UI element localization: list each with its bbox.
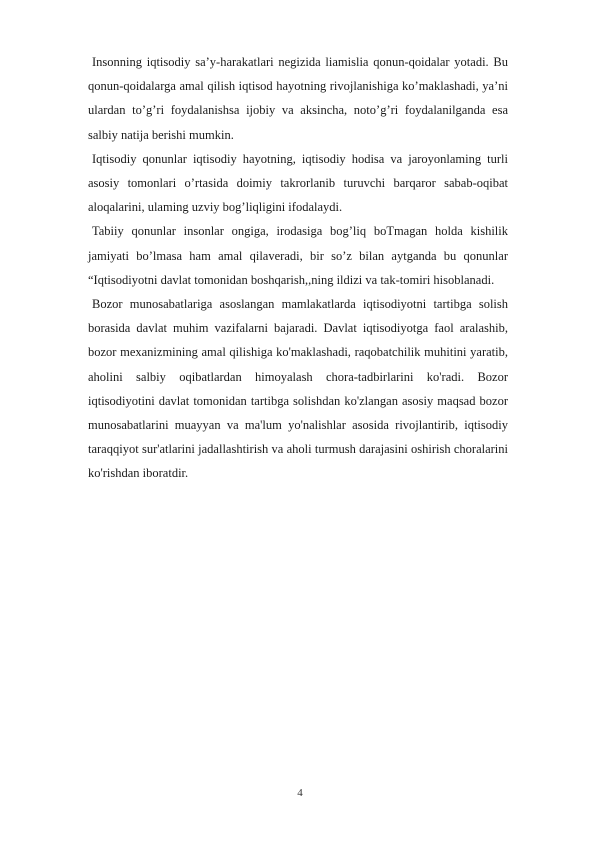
paragraph-2: Iqtisodiy qonunlar iqtisodiy hayotning, iqtisodiy hodisa va jaroyonlaming turli asosiy tomonlari o’rtasida doimiy takrorlanib turuvchi barqaror sabab-oqibat aloqalarini, ulaming uzviy bog’liqligini ifodalaydi. [88,151,508,215]
paragraph-1: Insonning iqtisodiy sa’y-harakatlari negizida liamislia qonun-qoidalar yotadi. Bu qonun-qoidalarga amal qilish iqtisod hayotning rivojlanishiga ko’maklashadi, ya’ni ulardan to’g’ri foydalanishsa ijobiy va aksincha, noto’g’ri foydalanilganda esa salbiy natija berishi mumkin. [88,55,508,142]
document-body [88,50,508,486]
page-number: 4 [297,787,303,799]
paragraph-3: Tabiiy qonunlar insonlar ongiga, irodasiga bog’liq boTmagan holda kishilik jamiyati bo’lmasa ham amal qilaveradi, bir so’z bilan aytganda bu qonunlar “Iqtisodiyotni davlat tomonidan boshqarish,,ning ildizi va tak-tomiri hisoblanadi. [88,224,508,287]
paragraph-4: Bozor munosabatlariga asoslangan mamlakatlarda iqtisodiyotni tartibga solish borasida davlat muhim vazifalarni bajaradi. Davlat iqtisodiyotga faol aralashib, bozor mexanizmining amal qilishiga ko'maklashadi, raqobatchilik muhitini yaratib, aholini salbiy oqibatlardan himoyalash chora-tadbirlarini ko'radi. Bozor iqtisodiyotini davlat tomonidan tartibga solishdan ko'zlangan asosiy maqsad bozor munosabatlarini muayyan va ma'lum yo'nalishlar asosida rivojlantirib, iqtisodiy taraqqiyot sur'atlarini jadallashtirish va aholi turmush darajasini oshirish choralarini ko'rishdan iboratdir. [88,297,508,481]
